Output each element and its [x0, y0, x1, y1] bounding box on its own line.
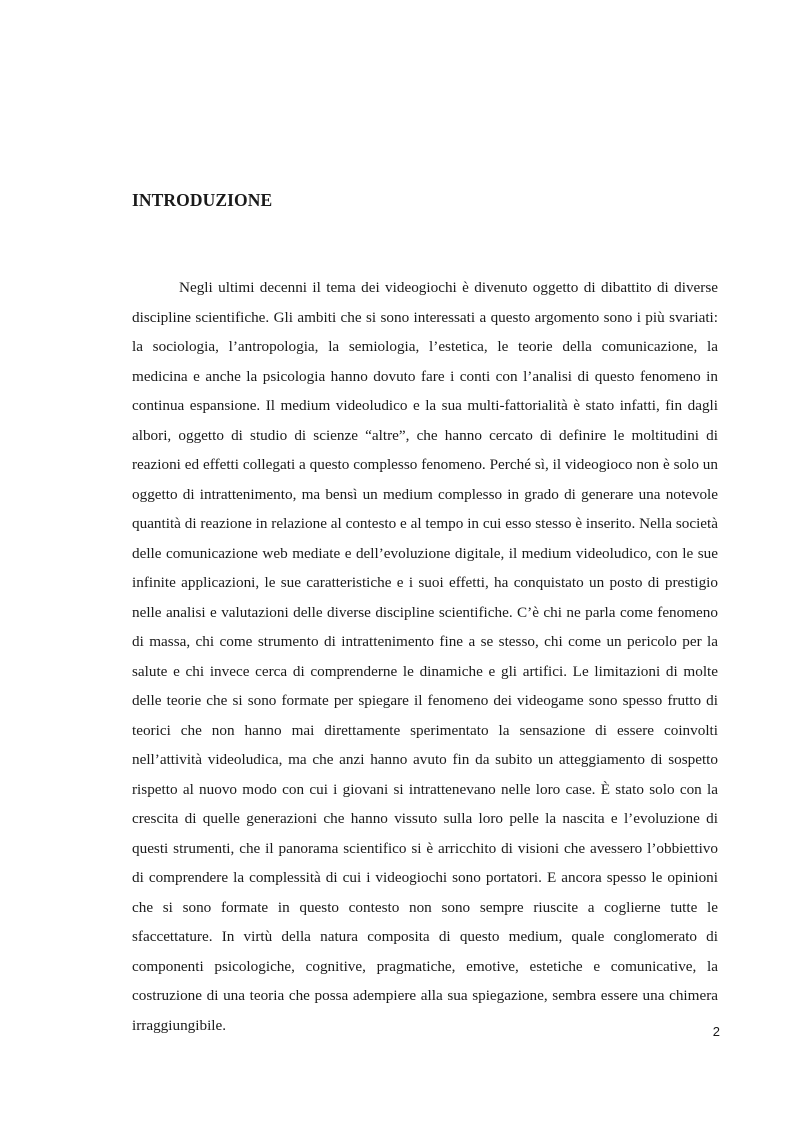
page-number: 2	[712, 1024, 720, 1039]
section-heading: INTRODUZIONE	[132, 190, 273, 210]
body-paragraph: Negli ultimi decenni il tema dei videogiochi è divenuto oggetto di dibattito di diverse discipline scientifiche. Gli ambiti che si sono interessati a questo argomento sono i più svariati: la sociologia, l’antropologia, la semiologia, l’estetica, le teorie della comunicazione, la medicina e anche la psicologia hanno dovuto fare i conti con l’analisi di questo fenomeno in continua espansione. Il medium videoludico e la sua multi-fattorialità è stato infatti, fin dagli albori, oggetto di studio di scienze “altre”, che hanno cercato di definire le moltitudini di reazioni ed effetti collegati a questo complesso fenomeno. Perché sì, il videogioco non è solo un oggetto di intrattenimento, ma bensì un medium complesso in grado di generare una notevole quantità di reazione in relazione al contesto e al tempo in cui esso stesso è inserito. Nella società delle comunicazione web mediate e dell’evoluzione digitale, il medium videoludico, con le sue infinite applicazioni, le sue caratteristiche e i suoi effetti, ha conquistato un posto di prestigio nelle analisi e valutazioni delle diverse discipline scientifiche. C’è chi ne parla come fenomeno di massa, chi come strumento di intrattenimento fine a se stesso, chi come un pericolo per la salute e chi invece cerca di comprenderne le dinamiche e gli artifici. Le limitazioni di molte delle teorie che si sono formate per spiegare il fenomeno dei videogame sono spesso frutto di teorici che non hanno mai direttamente sperimentato la sensazione di essere coinvolti nell’attività videoludica, ma che anzi hanno avuto fin da subito un atteggiamento di sospetto rispetto al nuovo modo con cui i giovani si intrattenevano nelle loro case. È stato solo con la crescita di quelle generazioni che hanno vissuto sulla loro pelle la nascita e l’evoluzione di questi strumenti, che il panorama scientifico si è arricchito di visioni che avessero l’obbiettivo di comprendere la complessità di cui i videogiochi sono portatori. E ancora spesso le opinioni che si sono formate in questo contesto non sono sempre riuscite a coglierne tutte le sfaccettature. In virtù della natura composita di questo medium, quale conglomerato di componenti psicologiche, cognitive, pragmatiche, emotive, estetiche e comunicative, la costruzione di una teoria che possa adempiere alla sua spiegazione, sembra essere una chimera irraggiungibile.	[132, 279, 718, 1034]
